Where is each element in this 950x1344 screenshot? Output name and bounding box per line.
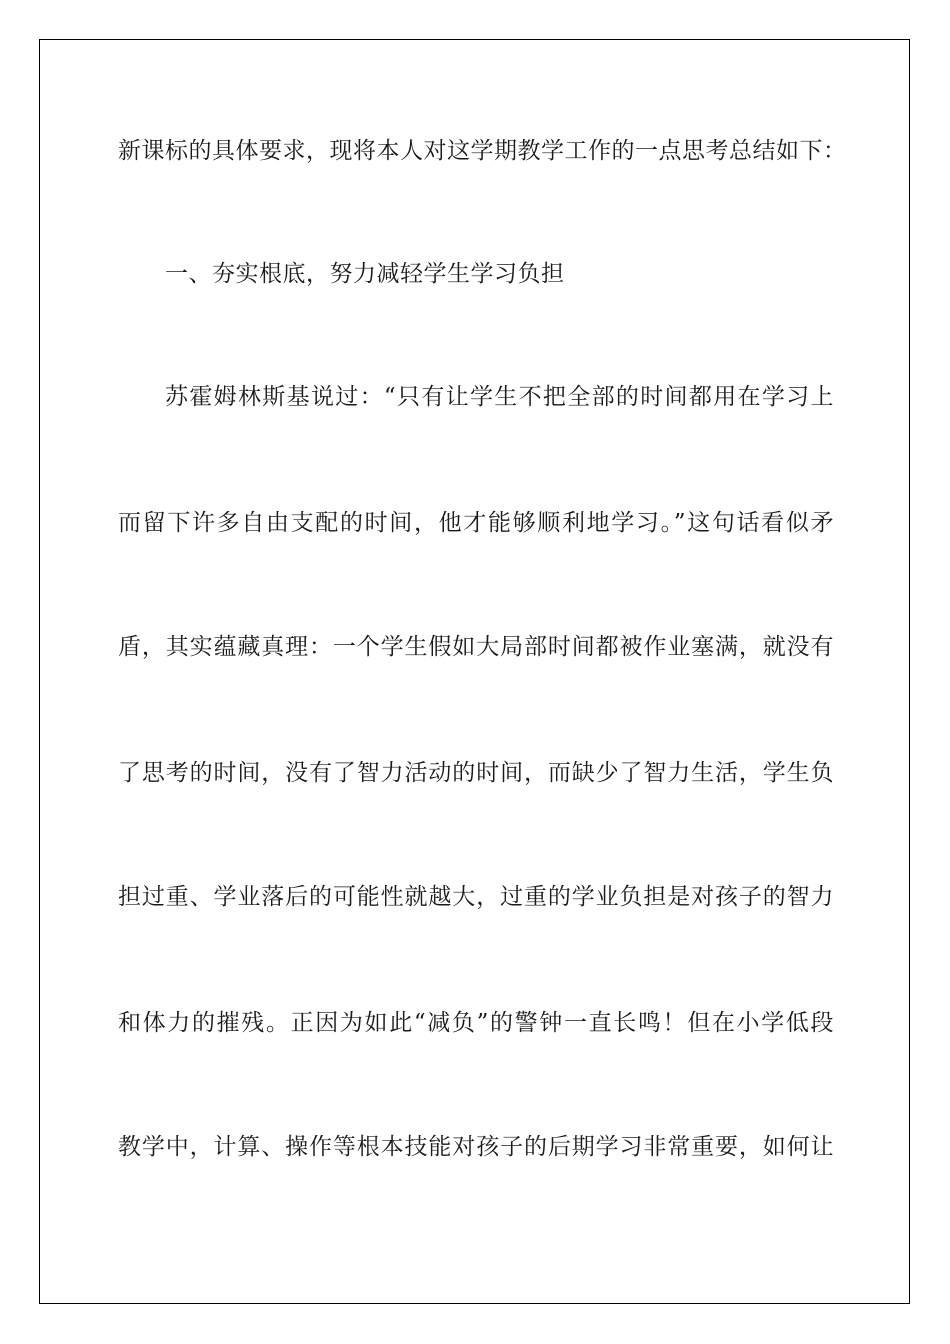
text-line-paragraph-start: 苏霍姆林斯基说过：“只有让学生不把全部的时间都用在学习上 xyxy=(165,384,834,410)
section-heading: 一、夯实根底，努力减轻学生学习负担 xyxy=(165,261,565,287)
text-line: 了思考的时间，没有了智力活动的时间，而缺少了智力生活，学生负 xyxy=(118,760,834,786)
text-line: 盾，其实蕴藏真理：一个学生假如大局部时间都被作业塞满，就没有 xyxy=(118,634,834,660)
text-line: 和体力的摧残。正因为如此“减负”的警钟一直长鸣！但在小学低段 xyxy=(118,1010,834,1036)
page-frame xyxy=(39,39,910,1304)
text-line: 担过重、学业落后的可能性就越大，过重的学业负担是对孩子的智力 xyxy=(118,884,834,910)
text-line-intro: 新课标的具体要求，现将本人对这学期教学工作的一点思考总结如下： xyxy=(118,138,847,164)
text-line: 教学中，计算、操作等根本技能对孩子的后期学习非常重要，如何让 xyxy=(118,1134,834,1160)
text-line: 而留下许多自由支配的时间，他才能够顺利地学习。”这句话看似矛 xyxy=(118,510,834,536)
